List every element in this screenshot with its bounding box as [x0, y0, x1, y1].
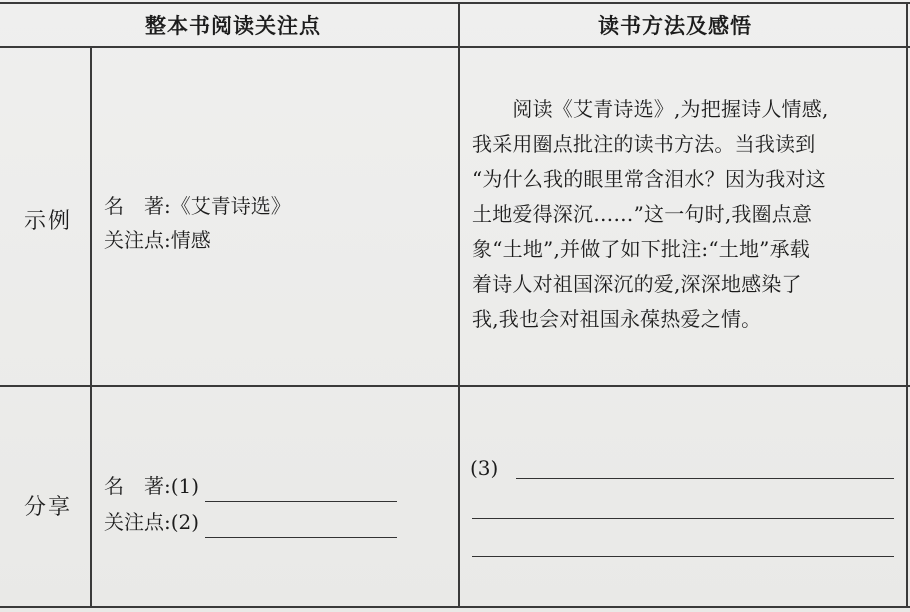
blank-2-line[interactable] [205, 513, 397, 538]
paragraph-line: 阅读《艾青诗选》,为把握诗人情感, [472, 97, 829, 121]
blank-2-marker: (2) [170, 510, 200, 534]
row-divider [0, 385, 910, 387]
header-bottom-border [0, 46, 910, 48]
paragraph-line: 象“土地”,并做了如下批注:“土地”承载 [472, 237, 810, 261]
label-column-border [90, 46, 92, 606]
focus-value: 情感 [170, 228, 211, 252]
middle-column-border [458, 2, 460, 606]
paragraph-line: 土地爱得深沉……”这一句时,我圈点意 [472, 202, 813, 226]
paragraph-line: 着诗人对祖国深沉的爱,深深地感染了 [472, 272, 802, 296]
row-label-example: 示例 [24, 209, 73, 234]
paragraph-line: 我,我也会对祖国永葆热爱之情。 [472, 307, 762, 331]
blank-3-line-2[interactable] [472, 518, 894, 519]
example-paragraph [472, 92, 900, 337]
blank-1-line[interactable] [205, 477, 397, 502]
column-header-method: 读书方法及感悟 [598, 14, 752, 38]
book-value: 《艾青诗选》 [170, 194, 291, 218]
example-focus-field [104, 224, 211, 256]
paragraph-line: “为什么我的眼里常含泪水？因为我对这 [472, 167, 826, 191]
share-focus-field [104, 506, 397, 538]
blank-3-line-1[interactable] [516, 478, 894, 479]
book-label: 名 著: [104, 474, 171, 498]
table-top-border [0, 2, 910, 4]
share-book-field [104, 470, 397, 502]
right-table-border [906, 2, 908, 606]
paragraph-line: 我采用圈点批注的读书方法。当我读到 [472, 132, 816, 156]
book-label: 名 著: [104, 194, 171, 218]
focus-label: 关注点: [104, 510, 171, 534]
blank-3-line-3[interactable] [472, 556, 894, 557]
row-label-share: 分享 [24, 495, 73, 520]
focus-label: 关注点: [104, 228, 171, 252]
blank-1-marker: (1) [170, 474, 200, 498]
blank-3-marker: (3) [470, 456, 499, 480]
example-book-field [104, 190, 291, 222]
table-bottom-border [0, 606, 910, 608]
column-header-focus: 整本书阅读关注点 [145, 14, 321, 38]
